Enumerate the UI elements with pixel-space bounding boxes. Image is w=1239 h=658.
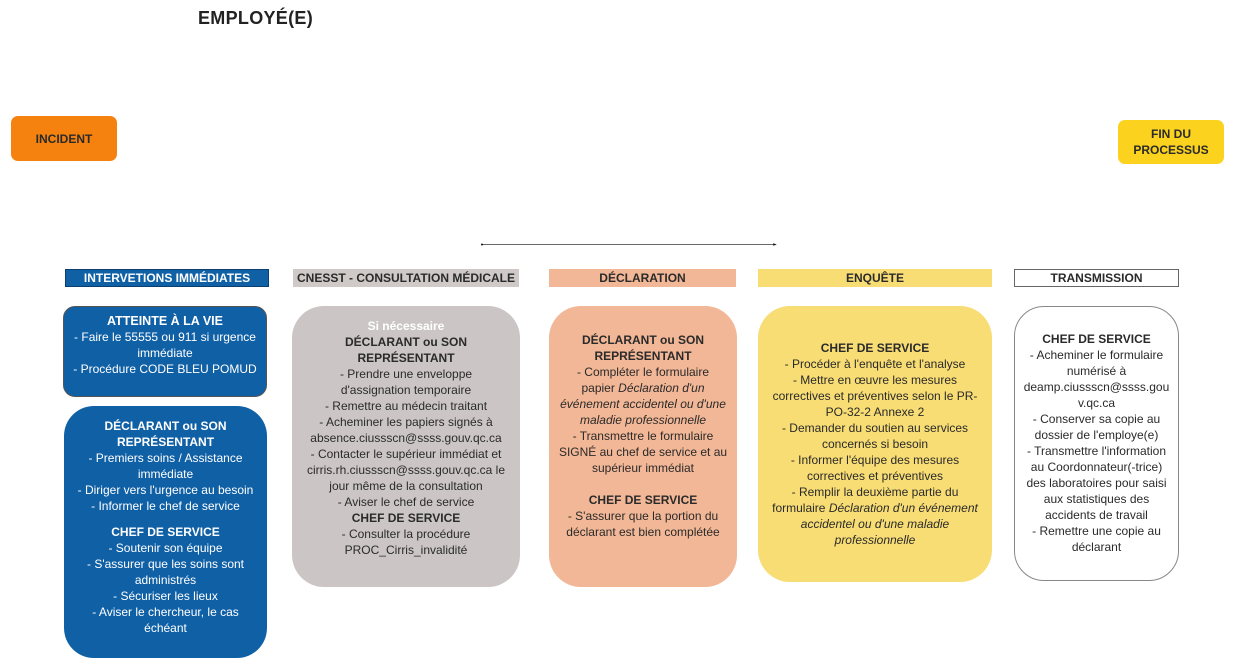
card-heading: CHEF DE SERVICE: [1042, 332, 1151, 346]
card-line: cirris.rh.ciussscn@ssss.gouv.qc.ca le: [306, 463, 505, 477]
card-line: - Aviser le chercheur, le cas: [92, 605, 239, 619]
form-name-text: accidentel ou d'une maladie: [800, 517, 950, 531]
card-heading: CHEF DE SERVICE: [351, 511, 461, 525]
card-line: dossier de l'employe(e): [1034, 428, 1159, 442]
card-line: - Remettre une copie au: [1032, 524, 1161, 538]
card-line: PO-32-2 Annexe 2: [825, 405, 925, 419]
card-line: concernés si besoin: [821, 437, 929, 451]
page-title: EMPLOYÉ(E): [198, 8, 314, 28]
header-interventions: INTERVETIONS IMMÉDIATES: [65, 269, 269, 287]
end-label-line: PROCESSUS: [1133, 143, 1209, 157]
card-interventions-declarant: [64, 406, 267, 658]
card-line: supérieur immédiat: [591, 461, 695, 475]
card-declaration: [549, 306, 737, 587]
incident-start-box: [11, 116, 117, 161]
card-line: - Remplir la deuxième partie du: [791, 485, 959, 499]
header-enquete: ENQUÊTE: [758, 269, 992, 287]
form-name-text: professionnelle: [834, 533, 916, 547]
card-text: papier: [581, 381, 619, 395]
card-line: PROC_Cirris_invalidité: [344, 543, 468, 557]
timeline-arrow: [36, 243, 1222, 246]
card-line: [766, 532, 984, 548]
form-name-text: Déclaration d'un événement: [828, 501, 978, 515]
card-text: formulaire: [772, 501, 829, 515]
card-heading: CHEF DE SERVICE: [820, 341, 930, 355]
card-line: [557, 412, 729, 428]
card-line: - Acheminer les papiers signés à: [319, 415, 493, 429]
card-line: - Sécuriser les lieux: [113, 589, 218, 603]
card-line: - Demander du soutien au services: [781, 421, 969, 435]
card-heading: CHEF DE SERVICE: [111, 525, 220, 539]
card-line: - Faire le 55555 ou 911 si urgence: [74, 330, 256, 344]
form-name-text: événement accidentel ou d'une: [560, 397, 726, 411]
card-heading: ATTEINTE À LA VIE: [107, 314, 223, 328]
card-line: immédiate: [137, 346, 193, 360]
card-line: - Premiers soins / Assistance: [88, 451, 243, 465]
card-line: [766, 500, 984, 516]
card-line: - Transmettre le formulaire: [572, 429, 714, 443]
card-cnesst: [292, 306, 520, 587]
card-line: absence.ciussscn@ssss.gouv.qc.ca: [310, 431, 502, 445]
card-line: SIGNÉ au chef de service et au: [558, 445, 728, 459]
timeline-arrowhead-icon: [773, 243, 777, 246]
card-enquete: [758, 306, 992, 582]
card-line: [766, 516, 984, 532]
card-line: v.qc.ca: [1077, 396, 1116, 410]
header-declaration: DÉCLARATION: [549, 269, 736, 287]
card-line: - Transmettre l'information: [1026, 444, 1166, 458]
card-line: aux statistiques des: [1043, 492, 1150, 506]
card-line: deamp.ciussscn@ssss.gou: [1023, 380, 1170, 394]
card-heading: REPRÉSENTANT: [116, 435, 215, 449]
card-line: - S'assurer que la portion du: [567, 509, 719, 523]
card-line: - Informer le chef de service: [91, 499, 240, 513]
card-line: des laboratoires pour saisi: [1026, 476, 1167, 490]
card-line: - Conserver sa copie au: [1032, 412, 1161, 426]
card-line: échéant: [144, 621, 187, 635]
card-heading: DÉCLARANT ou SON: [582, 333, 704, 347]
card-line: - Contacter le supérieur immédiat et: [310, 447, 502, 461]
card-line: - Aviser le chef de service: [337, 495, 475, 509]
card-line: - Compléter le formulaire: [576, 365, 710, 379]
card-line: - S'assurer que les soins sont: [86, 557, 245, 571]
card-line: - Mettre en œuvre les mesures: [792, 373, 958, 387]
card-line: - Consulter la procédure: [341, 527, 471, 541]
end-process-box: [1118, 120, 1224, 164]
card-line: - Procédure CODE BLEU POMUD: [73, 362, 257, 376]
card-line: d'assignation temporaire: [340, 383, 472, 397]
card-line: jour même de la consultation: [329, 479, 483, 493]
card-heading: DÉCLARANT ou SON: [104, 419, 227, 433]
end-label-line: FIN DU: [1150, 127, 1191, 141]
card-line: numérisé à: [1066, 364, 1127, 378]
card-line: - Informer l'équipe des mesures: [790, 453, 960, 467]
card-label-si-necessaire: Si nécessaire: [367, 319, 445, 333]
card-line: au Coordonnateur(-trice): [1030, 460, 1163, 474]
card-heading: DÉCLARANT ou SON: [345, 335, 467, 349]
timeline-start-diamond: [481, 243, 484, 246]
card-transmission: [1014, 306, 1179, 581]
card-line: - Acheminer le formulaire: [1029, 348, 1164, 362]
card-line: - Remettre au médecin traitant: [324, 399, 488, 413]
header-cnesst: CNESST - CONSULTATION MÉDICALE: [293, 269, 519, 287]
form-name-text: maladie professionnelle: [579, 413, 707, 427]
card-heading: REPRÉSENTANT: [594, 349, 692, 363]
card-heading: REPRÉSENTANT: [357, 351, 455, 365]
card-line: immédiate: [137, 467, 194, 481]
card-line: [557, 396, 729, 412]
form-name-text: Déclaration d'un: [618, 381, 705, 395]
card-line: déclarant: [1071, 540, 1122, 554]
card-line: [557, 380, 729, 396]
card-line: - Procéder à l'enquête et l'analyse: [784, 357, 966, 371]
card-line: - Diriger vers l'urgence au besoin: [77, 483, 254, 497]
card-line: correctives et préventives selon le PR-: [772, 389, 978, 403]
card-line: accidents de travail: [1045, 508, 1148, 522]
card-atteinte-vie: [63, 306, 267, 397]
incident-label: INCIDENT: [35, 131, 93, 146]
card-line: administrés: [134, 573, 197, 587]
card-line: - Soutenir son équipe: [108, 541, 223, 555]
card-heading: CHEF DE SERVICE: [588, 493, 698, 507]
header-transmission: TRANSMISSION: [1014, 269, 1179, 287]
card-line: correctives et préventives: [806, 469, 944, 483]
card-line: déclarant est bien complétée: [566, 525, 720, 539]
card-line: - Prendre une enveloppe: [339, 367, 473, 381]
